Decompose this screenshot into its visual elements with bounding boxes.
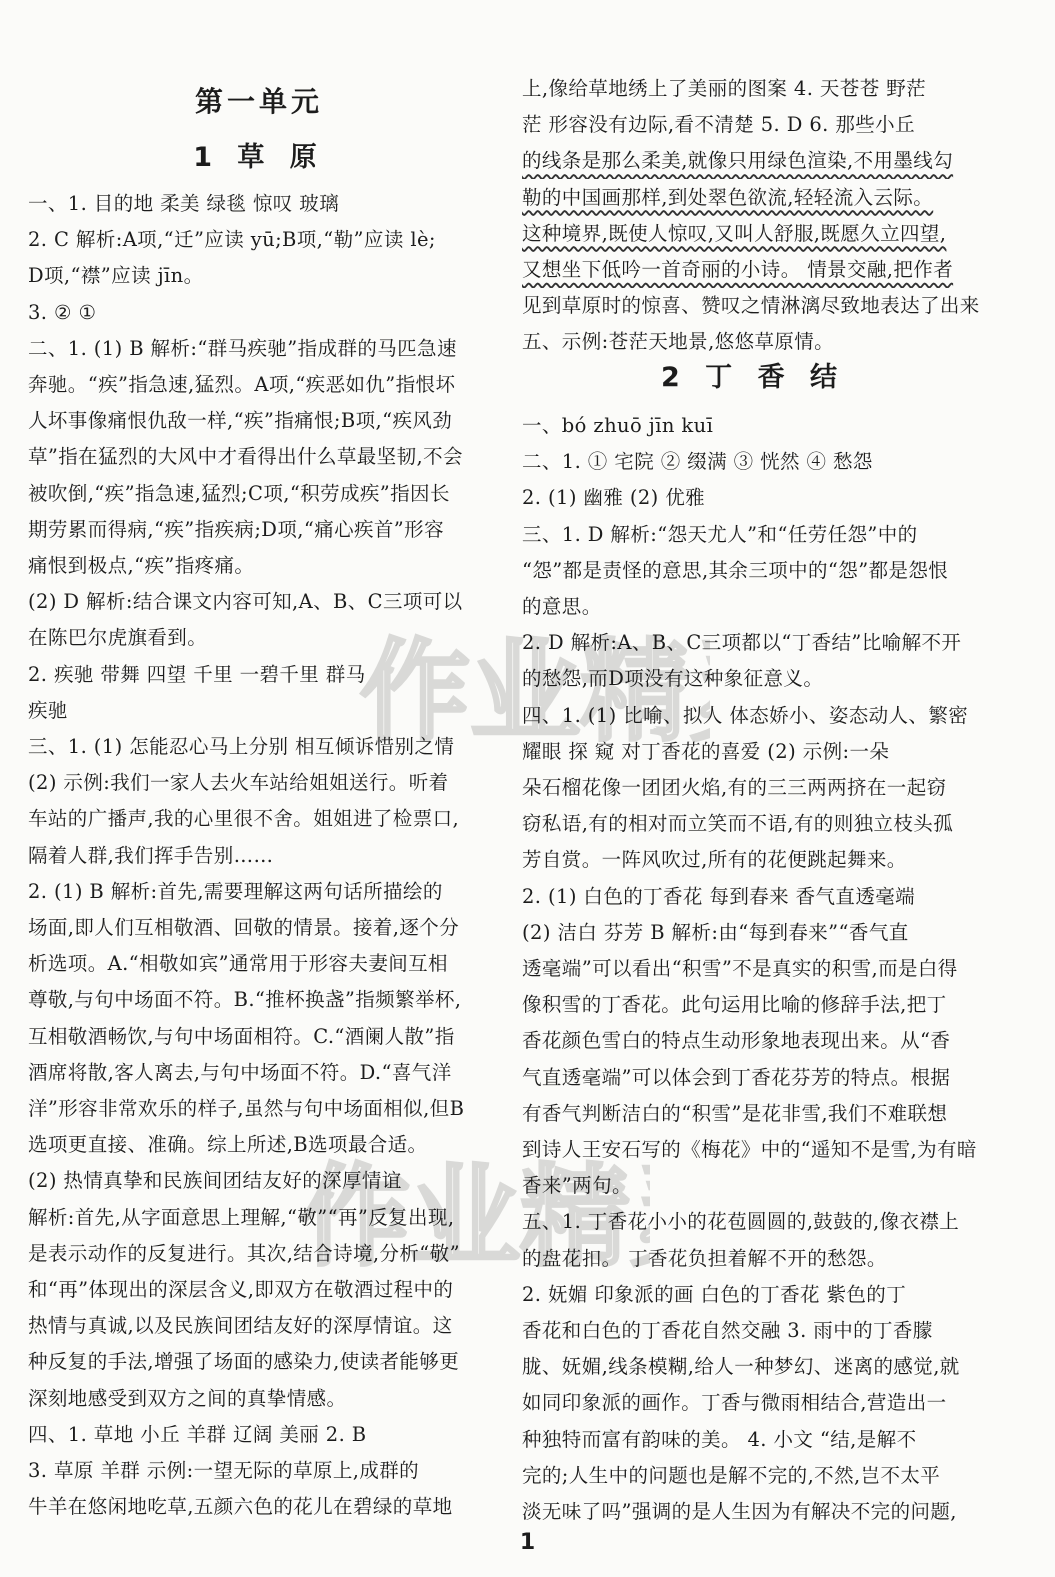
answer-line: 四、1. (1) 比喻、拟人 体态娇小、姿态动人、繁密 bbox=[522, 703, 969, 727]
answer-line: 车站的广播声,我的心里很不舍。姐姐进了检票口, bbox=[28, 807, 460, 831]
answer-line: 互相敬酒畅饮,与句中场面相符。C.“酒阑人散”指 bbox=[28, 1024, 455, 1048]
answer-line: 朵石榴花像一团团火焰,有的三三两两挤在一起窃 bbox=[522, 776, 947, 799]
answer-line: 三、1. D 解析:“怨天尤人”和“任劳任怨”中的 bbox=[522, 522, 918, 546]
answer-line: 析选项。A.“相敬如宾”通常用于形容夫妻间互相 bbox=[28, 952, 448, 976]
answer-line: 透毫端”可以看出“积雪”不是真实的积雪,而是白得 bbox=[522, 957, 958, 980]
answer-line: 如同印象派的画作。丁香与微雨相结合,营造出一 bbox=[522, 1391, 947, 1415]
lesson-title-1: 1 草 原 bbox=[193, 142, 325, 173]
answer-line: 场面,即人们互相敬酒、回敬的情景。接着,逐个分 bbox=[28, 916, 460, 939]
answer-line: 解析:首先,从字面意思上理解,“敬”“再”反复出现, bbox=[28, 1205, 455, 1229]
answer-line: 二、1. ① 宅院 ② 缀满 ③ 恍然 ④ 愁怨 bbox=[522, 450, 873, 474]
answer-line: 种反复的手法,增强了场面的感染力,使读者能够更 bbox=[28, 1350, 460, 1374]
answer-line: 香花颜色雪白的特点生动形象地表现出来。从“香 bbox=[522, 1029, 951, 1053]
answer-line: 勒的中国画那样,到处翠色欲流,轻轻流入云际。 bbox=[522, 185, 934, 209]
answer-line: 四、1. 草地 小丘 羊群 辽阔 美丽 2. B bbox=[28, 1422, 367, 1446]
answer-line: 期劳累而得病,“疾”指疾病;D项,“痛心疾首”形容 bbox=[28, 517, 444, 541]
answer-line: 二、1. (1) B 解析:“群马疾驰”指成群的马匹急速 bbox=[28, 336, 457, 360]
answer-line: 选项更直接、准确。综上所述,B选项最合适。 bbox=[28, 1133, 428, 1157]
answer-line: 一、bó zhuō jīn kuī bbox=[522, 414, 714, 437]
answer-line: 耀眼 探 窥 对丁香花的喜爱 (2) 示例:一朵 bbox=[522, 739, 890, 763]
answer-line: 2. C 解析:A项,“迁”应读 yū;B项,“勒”应读 lè; bbox=[28, 228, 436, 252]
answer-line: 香来”两句。 bbox=[522, 1174, 632, 1198]
svg-text:作业精灵: 作业精 bbox=[300, 1153, 630, 1281]
answer-line: 隔着人群,我们挥手告别…… bbox=[28, 843, 274, 867]
answer-line: 淡无味了吗”强调的是人生因为有解决不完的问题, bbox=[522, 1500, 957, 1523]
answer-line: 是表示动作的反复进行。其次,结合诗境,分析“敬” bbox=[28, 1241, 460, 1265]
answer-line: 的意思。 bbox=[522, 595, 602, 618]
answer-line: (2) 洁白 芬芳 B 解析:由“每到春来”“香气直 bbox=[522, 920, 909, 944]
lesson-title-2: 2 丁 香 结 bbox=[661, 362, 845, 393]
answer-line: 气直透毫端”可以体会到丁香花芬芳的特点。根据 bbox=[522, 1065, 951, 1089]
answer-line: 的盘花扣。 丁香花负担着解不开的愁怨。 bbox=[522, 1246, 887, 1270]
answer-line: 胧、妩媚,线条模糊,给人一种梦幻、迷离的感觉,就 bbox=[522, 1355, 960, 1379]
answer-line: 又想坐下低吟一首奇丽的小诗。 情景交融,把作者 bbox=[522, 258, 954, 281]
answer-line: 尊敬,与句中场面不符。B.“推杯换盏”指频繁举杯, bbox=[28, 988, 462, 1012]
answer-line: 2. 疾驰 带舞 四望 千里 一碧千里 群马 bbox=[28, 662, 366, 686]
answer-line: 到诗人王安石写的《梅花》中的“遥知不是雪,为有暗 bbox=[522, 1138, 977, 1161]
answer-line: 的愁怨,而D项没有这种象征意义。 bbox=[522, 667, 824, 691]
unit-title: 第一单元 bbox=[194, 85, 323, 118]
answer-line: 洋”形容非常欢乐的样子,虽然与句中场面相似,但B bbox=[28, 1097, 465, 1120]
page-number: 1 bbox=[519, 1530, 536, 1555]
answer-line: 茫 形容没有边际,看不清楚 5. D 6. 那些小丘 bbox=[522, 113, 915, 137]
answer-line: 2. (1) 白色的丁香花 每到春来 香气直透毫端 bbox=[522, 884, 916, 908]
answer-line: “怨”都是责怪的意思,其余三项中的“怨”都是怨恨 bbox=[522, 558, 949, 582]
answer-line: 香花和白色的丁香花自然交融 3. 雨中的丁香朦 bbox=[522, 1319, 933, 1342]
answer-line: 这种境界,既使人惊叹,又叫人舒服,既愿久立四望, bbox=[522, 221, 947, 245]
answer-line: (2) 热情真挚和民族间团结友好的深厚情谊 bbox=[28, 1169, 402, 1193]
answer-line: 草”指在猛烈的大风中才看得出什么草最坚韧,不会 bbox=[28, 445, 463, 469]
answer-line: 2. (1) B 解析:首先,需要理解这两句话所描绘的 bbox=[28, 879, 443, 903]
answer-line: 人坏事像痛恨仇敌一样,“疾”指痛恨;B项,“疾风劲 bbox=[28, 409, 453, 433]
answer-line: 深刻地感受到双方之间的真挚情感。 bbox=[28, 1386, 347, 1410]
answer-line: 牛羊在悠闲地吃草,五颜六色的花儿在碧绿的草地 bbox=[28, 1495, 453, 1519]
answer-line: 疾驰 bbox=[28, 698, 68, 722]
answer-line: (2) D 解析:结合课文内容可知,A、B、C三项可以 bbox=[28, 590, 463, 614]
svg-text:作业精灵: 作业精 bbox=[360, 628, 690, 756]
answer-line: 窃私语,有的相对而立笑而不语,有的则独立枝头孤 bbox=[522, 812, 954, 836]
answer-line: 酒席将散,客人离去,与句中场面不符。D.“喜气洋 bbox=[28, 1060, 452, 1084]
answer-line: 见到草原时的惊喜、赞叹之情淋漓尽致地表达了出来 bbox=[522, 294, 980, 318]
answer-line: 在陈巴尔虎旗看到。 bbox=[28, 626, 208, 650]
answer-line: 3. 草原 羊群 示例:一望无际的草原上,成群的 bbox=[28, 1459, 420, 1482]
answer-line: 痛恨到极点,“疾”指疼痛。 bbox=[28, 554, 255, 577]
answer-line: 被吹倒,“疾”指急速,猛烈;C项,“积劳成疾”指因长 bbox=[28, 481, 450, 505]
answer-line: 奔驰。“疾”指急速,猛烈。A项,“疾恶如仇”指恨坏 bbox=[28, 373, 456, 396]
answer-line: 2. (1) 幽雅 (2) 优雅 bbox=[522, 486, 706, 510]
answer-line: 五、示例:苍茫天地景,悠悠草原情。 bbox=[522, 330, 835, 354]
answer-line: 芳自赏。一阵风吹过,所有的花便跳起舞来。 bbox=[522, 848, 907, 872]
answer-line: 3. ② ① bbox=[28, 300, 97, 324]
answer-line: D项,“襟”应读 jīn。 bbox=[28, 264, 204, 288]
answer-line: 2. 妩媚 印象派的画 白色的丁香花 紫色的丁 bbox=[522, 1282, 907, 1306]
answer-line: 上,像给草地绣上了美丽的图案 4. 天苍苍 野茫 bbox=[522, 77, 926, 100]
answer-line: 五、1. 丁香花小小的花苞圆圆的,鼓鼓的,像衣襟上 bbox=[522, 1210, 960, 1234]
answer-line: 的线条是那么柔美,就像只用绿色渲染,不用墨线勾 bbox=[522, 149, 954, 173]
answer-line: 有香气判断洁白的“积雪”是花非雪,我们不难联想 bbox=[522, 1101, 948, 1125]
answer-line: 种独特而富有韵味的美。 4. 小文 “结,是解不 bbox=[522, 1427, 917, 1451]
answer-line: (2) 示例:我们一家人去火车站给姐姐送行。听着 bbox=[28, 771, 449, 795]
answer-line: 热情与真诚,以及民族间团结友好的深厚情谊。这 bbox=[28, 1314, 453, 1338]
answer-line: 像积雪的丁香花。此句运用比喻的修辞手法,把丁 bbox=[522, 993, 947, 1017]
answer-line: 三、1. (1) 怎能忍心马上分别 相互倾诉惜别之情 bbox=[28, 735, 455, 758]
answer-line: 2. D 解析:A、B、C三项都以“丁香结”比喻解不开 bbox=[522, 631, 962, 655]
answer-line: 和“再”体现出的深层含义,即双方在敬酒过程中的 bbox=[28, 1278, 454, 1301]
answer-line: 完的;人生中的问题也是解不完的,不然,岂不太平 bbox=[522, 1463, 941, 1487]
answer-line: 一、1. 目的地 柔美 绿毯 惊叹 玻璃 bbox=[28, 192, 340, 215]
